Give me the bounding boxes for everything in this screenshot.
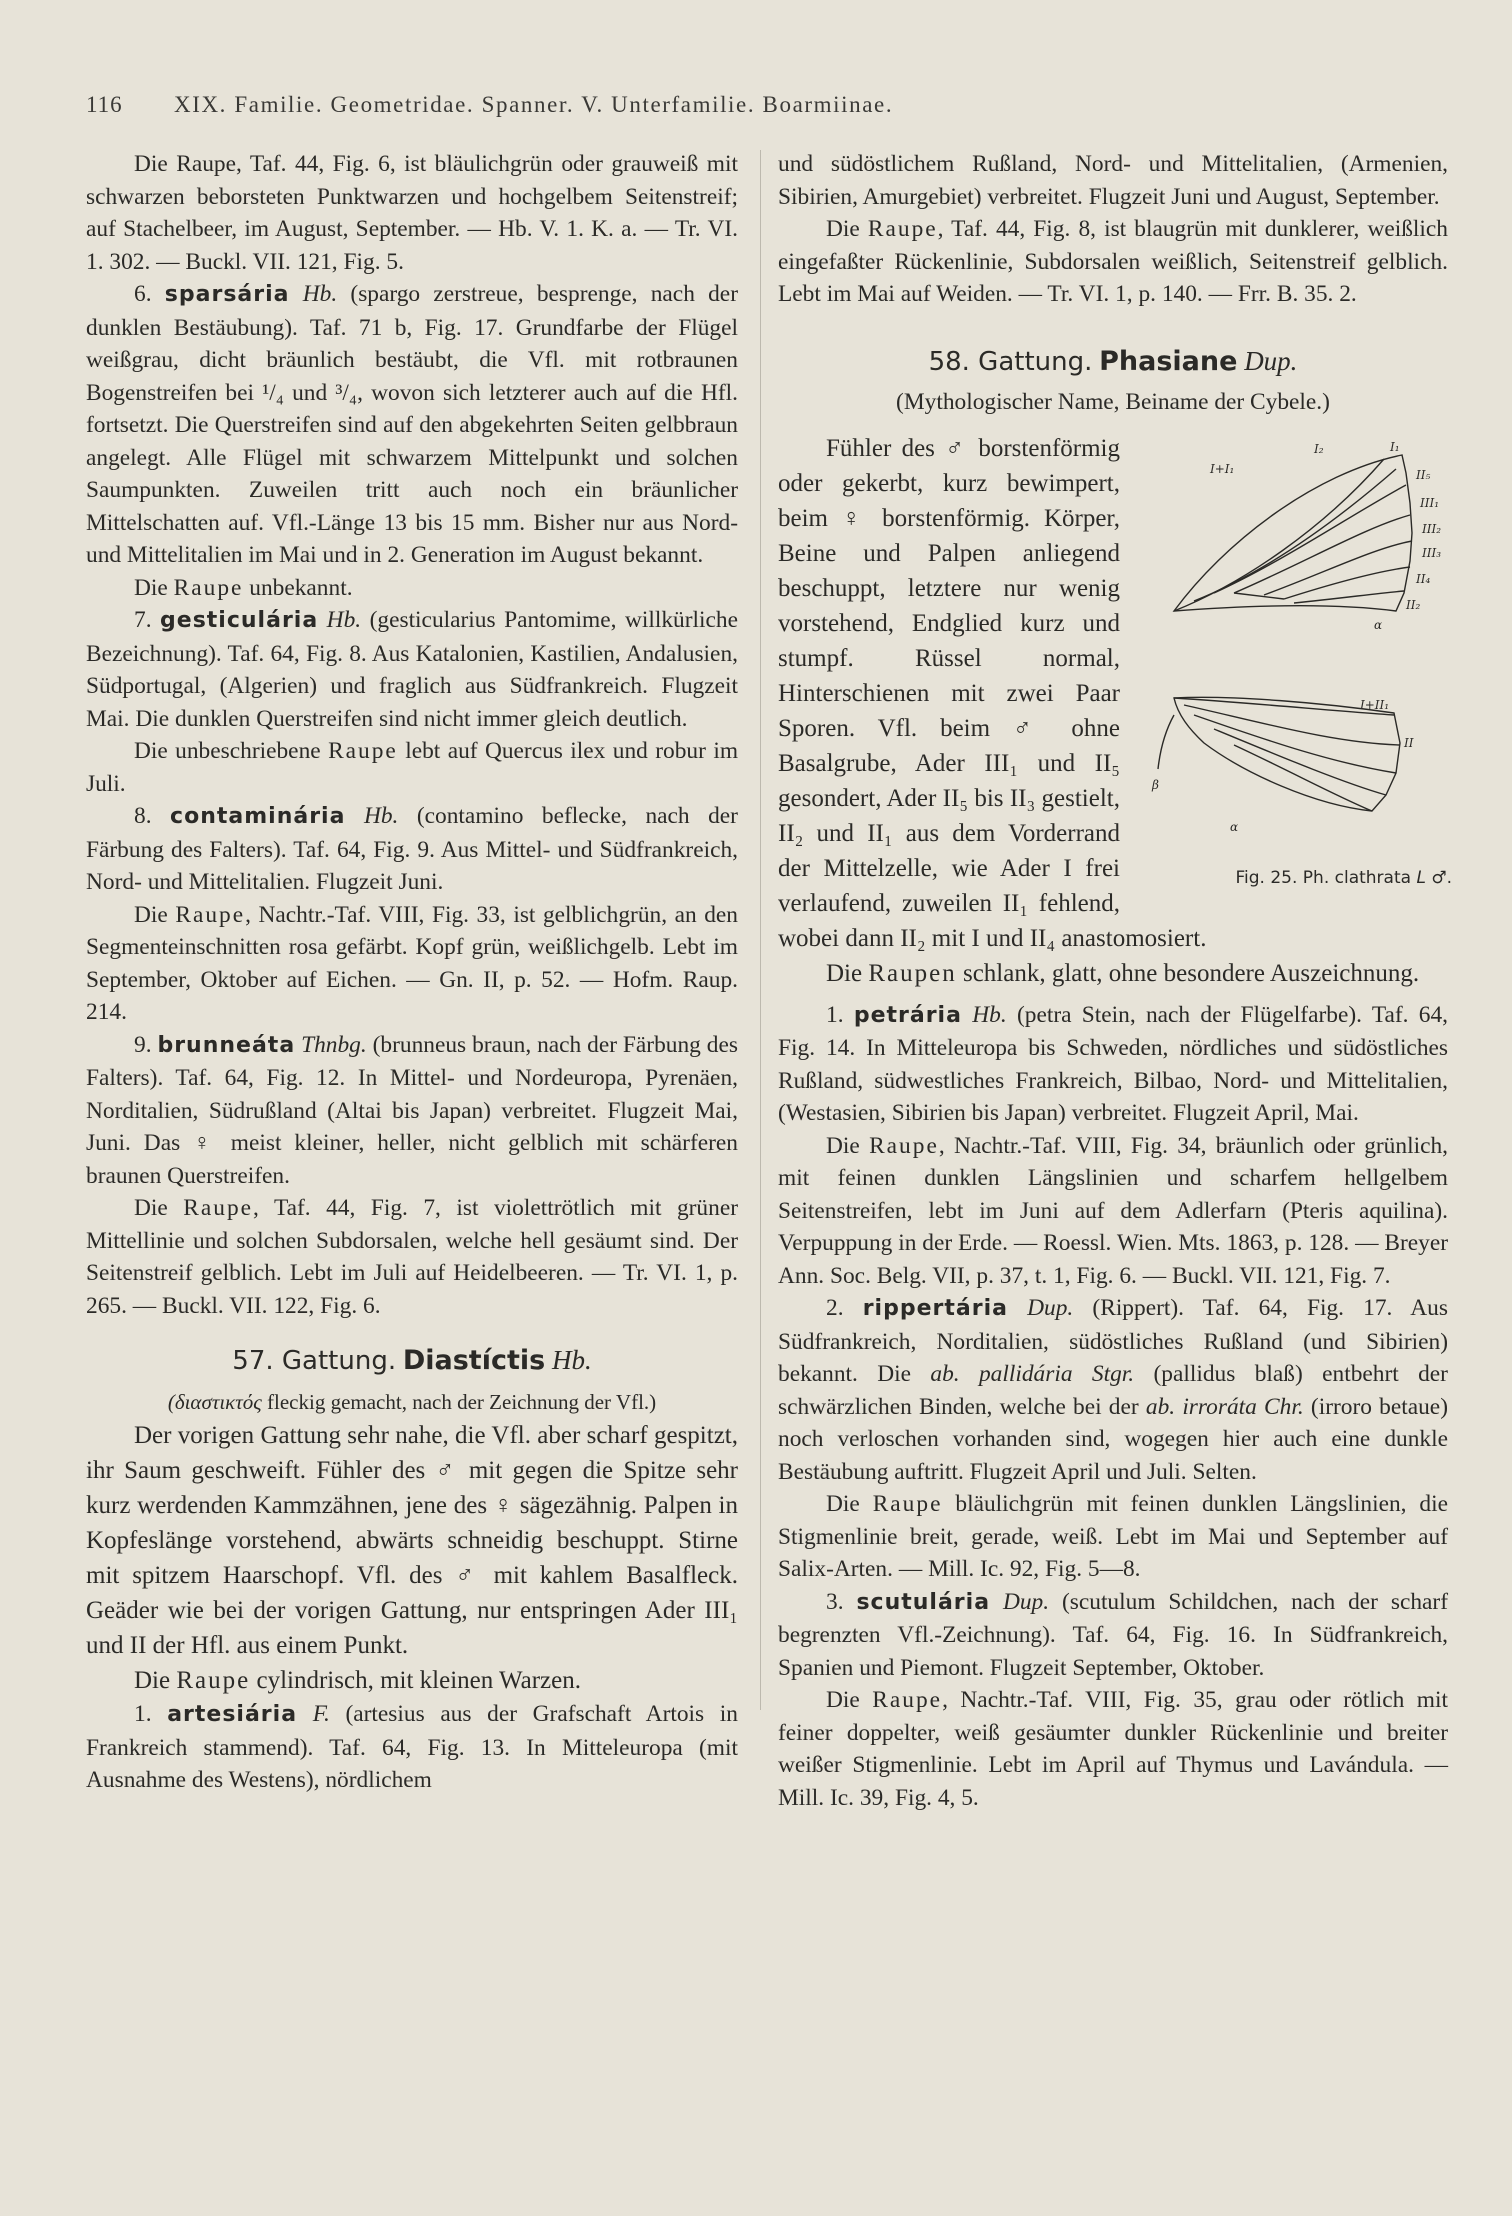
vein-label: II₂: [1406, 597, 1421, 612]
species-entry-rippertaria: 2. rippertária Dup. (Rippert). Taf. 64, Fig. 17. Aus Südfrankreich, Norditalien, südöstliches Rußland (und Sibirien) bekannt. Die ab. pallidária Stgr. (pallidus blaß) entbehrt der schwärzlichen Binden, welche bei der ab. irroráta Chr. (irroro betaue) noch verloschen vorhanden sind, wogegen hier auch eine dunkle Bestäubung auftritt. Flugzeit April und Juli. Selten.: [778, 1295, 1448, 1485]
species-author: Dup.: [1027, 1295, 1074, 1321]
genus-description: Fühler des ♂ borstenförmig oder gekerbt, kurz bewimpert, beim ♀ borstenförmig. Körper, Beine und Palpen anliegend beschuppt, letztere nur wenig vorstehend, Endglied kurz und stumpf. Rüssel normal, Hinterschienen mit zwei Paar Sporen. Vfl. beim ♂ ohne Basalgrube, Ader III₁ und II₅ gesondert, Ader II₅ bis II₃ gestielt, II₂ und II₁ aus dem Vorderrand der Mittelzelle, wie Ader I frei verlaufend, zuweilen II₁ fehlend, wobei dann II₂ mit I und II₄ anastomosiert.: [778, 434, 1207, 952]
species-name: artesiária: [167, 1702, 298, 1727]
vein-label: α: [1374, 617, 1383, 632]
vein-label: α: [1230, 819, 1239, 834]
species-author: Dup.: [1002, 1588, 1050, 1615]
genus-name: Phasiane: [1099, 345, 1238, 377]
vein-label: I+I₁: [1210, 461, 1235, 476]
species-name: petrária: [853, 1002, 962, 1028]
vein-label: II₅: [1416, 467, 1431, 482]
vein-label: β: [1152, 777, 1159, 792]
vein-label: III₂: [1422, 521, 1442, 536]
running-title: XIX. Familie. Geometridae. Spanner. V. Unterfamilie. Boarmiinae.: [174, 92, 894, 117]
raupe-paragraph: Die Raupe cylindrisch, mit kleinen Warzen.: [134, 1667, 581, 1694]
species-name: brunneáta: [157, 1032, 296, 1058]
vein-label: II₄: [1416, 571, 1431, 586]
raupe-paragraph: Die Raupe, Nachtr.-Taf. VIII, Fig. 34, bräunlich oder grünlich, mit feinen dunklen Längslinien und scharfem hellgelbem Seitenstreifen, lebt im Juni auf dem Adlerfarn (Pteris aquilina). Verpuppung in der Erde. — Roessl. Wien. Mts. 1863, p. 128. — Breyer Ann. Soc. Belg. VII, p. 37, t. 1, Fig. 6. — Buckl. VII. 121, Fig. 7.: [778, 1132, 1448, 1289]
genus-etymology: (διαστικτός fleckig gemacht, nach der Zeichnung der Vfl.): [167, 1389, 657, 1414]
species-author: Thnbg.: [301, 1031, 367, 1058]
genus-author: Dup.: [1244, 345, 1298, 376]
species-name: sparsária: [164, 282, 290, 307]
species-name: contaminária: [170, 804, 346, 829]
species-author: F.: [312, 1701, 330, 1727]
species-entry-artesiaria: 1. artesiária F. (artesius aus der Grafschaft Artois in Frankreich stammend). Taf. 64, Fig. 13. In Mitteleuropa (mit Ausnahme des Westens), nördlichem: [86, 1701, 738, 1793]
wing-venation-figure: [1134, 433, 1452, 903]
species-entry-petraria: 1. petrária Hb. (petra Stein, nach der Flügelfarbe). Taf. 64, Fig. 14. In Mitteleuropa bis Schweden, nördliches und südöstliches Rußland, südwestliches Frankreich, Bilbao, Nord- und Mittelitalien, (Westasien, Sibirien bis Japan) verbreitet. Flugzeit April, Mai.: [778, 1001, 1448, 1126]
vein-label: III₁: [1420, 495, 1440, 510]
raupe-paragraph: Die Raupen schlank, glatt, ohne besondere Auszeichnung.: [826, 959, 1420, 987]
species-author: Hb.: [972, 1001, 1007, 1028]
page-header: [86, 92, 1416, 118]
raupe-paragraph: Die Raupe, Nachtr.-Taf. VIII, Fig. 33, ist gelblichgrün, an den Segmenteinschnitten rosa gefärbt. Kopf grün, weißlichgelb. Lebt im September, Oktober auf Eichen. — Gn. II, p. 52. — Hofm. Raup. 214.: [86, 901, 738, 1025]
species-name: scutulária: [856, 1589, 991, 1615]
column-divider: [760, 150, 761, 1710]
species-entry-contaminaria: 8. contaminária Hb. (contamino beflecke, nach der Färbung des Falters). Taf. 64, Fig. 9. Aus Mittel- und Südfrankreich, Nord- und Mittelitalien. Flugzeit Juni.: [86, 803, 738, 895]
figure-caption: Fig. 25. Ph. clathrata L ♂.: [1235, 868, 1452, 888]
genus-name: Diastíctis: [402, 1345, 546, 1376]
species-author: Hb.: [302, 281, 338, 307]
right-column: [778, 148, 1452, 1814]
vein-label: II: [1404, 735, 1414, 750]
raupe-paragraph: Die Raupe, Nachtr.-Taf. VIII, Fig. 35, grau oder rötlich mit feiner doppelter, weiß gesäumter dunkler Rückenlinie und breiter weißer Stigmenlinie. Lebt im April auf Thymus und Lavándula. — Mill. Ic. 39, Fig. 4, 5.: [778, 1687, 1448, 1811]
genus-etymology: (Mythologischer Name, Beiname der Cybele.): [896, 389, 1330, 415]
species-author: Hb.: [326, 607, 362, 633]
page-number: 116: [86, 92, 123, 117]
paragraph: und südöstlichem Rußland, Nord- und Mittelitalien, (Armenien, Sibirien, Amurgebiet) verbreitet. Flugzeit Juni und August, September.: [778, 151, 1448, 210]
paragraph: Die Raupe, Taf. 44, Fig. 6, ist bläulichgrün oder grauweiß mit schwarzen beborsteten Punktwarzen und hochgelbem Seitenstreif; auf Stachelbeer, im August, September. — Hb. V. 1. K. a. — Tr. VI. 1. 302. — Buckl. VII. 121, Fig. 5.: [86, 151, 738, 275]
raupe-paragraph: Die unbeschriebene Raupe lebt auf Quercus ilex und robur im Juli.: [86, 738, 739, 797]
genus-author: Hb.: [551, 1345, 592, 1375]
genus-description: Der vorigen Gattung sehr nahe, die Vfl. aber scharf gespitzt, ihr Saum geschweift. Fühler des ♂ mit gegen die Spitze sehr kurz werdenden Kammzähnen, jene des ♀ sägezähnig. Palpen in Kopfeslänge vorstehend, abwärts schneidig beschuppt. Stirne mit spitzem Haarschopf. Vfl. des ♂ mit kahlem Basalfleck. Geäder wie bei der vorigen Gattung, nur entspringen Ader III₁ und II der Hfl. aus einem Punkt.: [86, 1422, 738, 1659]
species-author: Hb.: [363, 803, 399, 829]
aberration-name: ab. irroráta Chr.: [1145, 1393, 1304, 1420]
species-entry-sparsaria: 6. sparsária Hb. (spargo zerstreue, besprenge, nach der dunklen Bestäubung). Taf. 71 b, Fig. 17. Grundfarbe der Flügel weißgrau, dicht bräunlich bestäubt, die Vfl. mit rotbraunen Bogenstreifen bei ¹/₄ und ³/₄, wovon sich letzterer auch auf die Hfl. fortsetzt. Die Querstreifen sind auf den abgekehrten Seiten gelbbraun angelegt. Alle Flügel mit schwarzem Mittelpunkt und solchen Saumpunkten. Zuweilen tritt auch noch ein bräunlicher Mittelschatten auf. Vfl.-Länge 13 bis 15 mm. Bisher nur aus Nord- und Mittelitalien im Mai und in 2. Generation im August bekannt.: [86, 281, 738, 568]
raupe-paragraph: Die Raupe, Taf. 44, Fig. 7, ist violettrötlich mit grüner Mittellinie und solchen Subdorsalen, welche hell gesäumt sind. Der Seitenstreif gelblich. Lebt im Juli auf Heidelbeeren. — Tr. VI. 1, p. 265. — Buckl. VII. 122, Fig. 6.: [86, 1195, 738, 1319]
species-entry-scutularia: 3. scutulária Dup. (scutulum Schildchen, nach der scharf begrenzten Vfl.-Zeichnung). Taf. 64, Fig. 16. In Südfrankreich, Spanien und Piemont. Flugzeit September, Oktober.: [778, 1588, 1448, 1681]
genus-heading-57: 57. Gattung. Diastíctis Hb.: [232, 1345, 592, 1376]
vein-label: III₃: [1422, 545, 1442, 560]
species-name: gesticulária: [160, 608, 319, 633]
wing-venation-drawing: [1134, 433, 1452, 873]
raupe-paragraph: Die Raupe, Taf. 44, Fig. 8, ist blaugrün mit dunklerer, weißlich eingefaßter Rückenlinie, Subdorsalen weißlich, Seitenstreif gelblich. Lebt im Mai auf Weiden. — Tr. VI. 1, p. 140. — Frr. B. 35. 2.: [778, 216, 1448, 307]
vein-label: I₁: [1390, 439, 1400, 454]
raupe-paragraph: Die Raupe bläulichgrün mit feinen dunklen Längslinien, die Stigmenlinie breit, gerade, weiß. Lebt im Mai und September auf Salix-Arten. — Mill. Ic. 92, Fig. 5—8.: [778, 1491, 1448, 1582]
raupe-paragraph: Die Raupe unbekannt.: [134, 574, 353, 601]
left-column: [86, 148, 738, 1797]
genus-heading-58: 58. Gattung. Phasiane Dup.: [928, 345, 1298, 377]
aberration-name: ab. pallidária Stgr.: [930, 1361, 1135, 1387]
species-entry-brunneata: 9. brunneáta Thnbg. (brunneus braun, nach der Färbung des Falters). Taf. 64, Fig. 12. In Mittel- und Nordeuropa, Pyrenäen, Norditalien, Südrußland (Altai bis Japan) verbreitet. Flugzeit Mai, Juni. Das ♀ meist kleiner, heller, nicht gelblich mit schärferen braunen Querstreifen.: [86, 1031, 738, 1189]
vein-label: I+II₁: [1360, 697, 1390, 712]
vein-label: I₂: [1314, 441, 1324, 456]
species-name: rippertária: [862, 1296, 1008, 1321]
species-entry-gesticularia: 7. gesticulária Hb. (gesticularius Pantomime, willkürliche Bezeichnung). Taf. 64, Fig. 8. Aus Katalonien, Kastilien, Andalusien, Südportugal, (Algerien) und fraglich aus Südfrankreich. Flugzeit Mai. Die dunklen Querstreifen sind nicht immer gleich deutlich.: [86, 607, 738, 732]
